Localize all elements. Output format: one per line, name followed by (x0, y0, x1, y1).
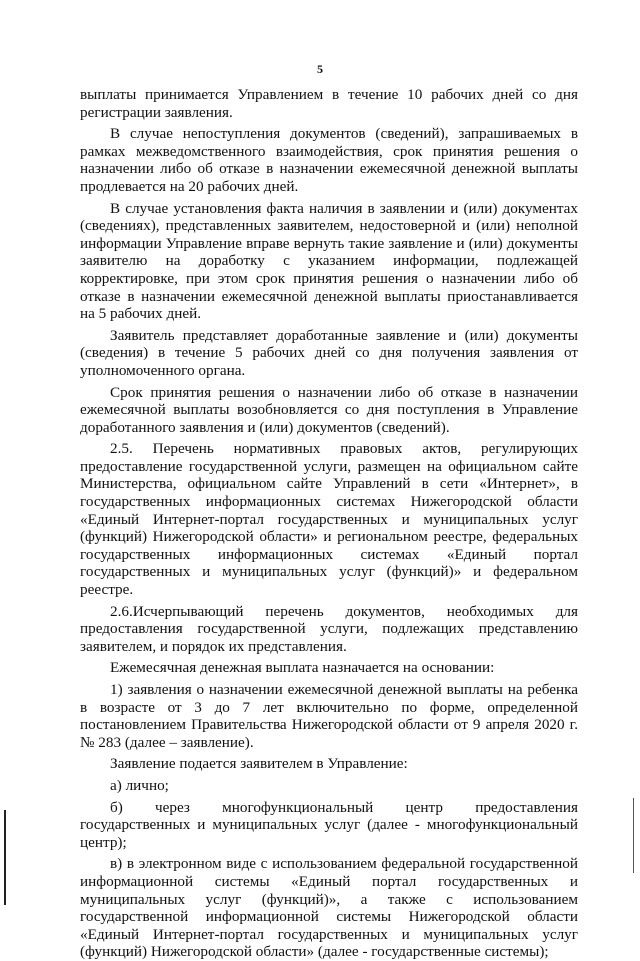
paragraph-4: Заявитель представляет доработанные заявление и (или) документы (сведения) в течение 5 рабочих дней со дня получения заявления от уполномоченного органа. (80, 326, 578, 379)
paragraph-10: Заявление подается заявителем в Управление: (110, 755, 408, 773)
scan-margin-line (4, 810, 6, 905)
paragraph-8: Ежемесячная денежная выплата назначается на основании: (110, 659, 495, 677)
paragraph-7: 2.6.Исчерпывающий перечень документов, необходимых для предоставления государственной услуги, подлежащих представлению заявителем, и порядок их представления. (80, 602, 578, 655)
paragraph-5: Срок принятия решения о назначении либо об отказе в назначении ежемесячной выплаты возобновляется со дня поступления в Управление доработанного заявления и (или) документов (сведений). (80, 383, 578, 436)
document-body (80, 86, 578, 961)
paragraph-3: В случае установления факта наличия в заявлении и (или) документах (сведениях), представленных заявителем, недостоверной и (или) неполной информации Управление вправе вернуть такие заявление и (или) документы заявителю на доработку с указанием информации, подлежащей корректировке, при этом срок принятия решения о назначении либо об отказе в назначении ежемесячной денежной выплаты приостанавливается на 5 рабочих дней. (80, 199, 578, 323)
paragraph-11: а) лично; (110, 776, 169, 794)
paragraph-1: выплаты принимается Управлением в течение 10 рабочих дней со дня регистрации заявления. (80, 86, 578, 121)
paragraph-13: в) в электронном виде с использованием федеральной государственной информационной системы «Единый портал государственных и муниципальных услуг (функций)», а также с использованием государственной информационной системы Нижегородской области «Единый Интернет-портал государственных и муниципальных услуг (функций) Нижегородской области» (далее - государственные системы); (80, 855, 578, 961)
scan-edge-mark (633, 798, 634, 873)
paragraph-2: В случае непоступления документов (сведений), запрашиваемых в рамках межведомственного взаимодействия, срок принятия решения о назначении либо об отказе в назначении ежемесячной денежной выплаты продлевается на 20 рабочих дней. (80, 125, 578, 195)
paragraph-12: б) через многофункциональный центр предоставления государственных и муниципальных услуг (далее - многофункциональный центр); (80, 798, 578, 851)
page-number: 5 (317, 62, 323, 76)
paragraph-9: 1) заявления о назначении ежемесячной денежной выплаты на ребенка в возрасте от 3 до 7 лет включительно по форме, определенной постановлением Правительства Нижегородской области от 9 апреля 2020 г. № 283 (далее – заявление). (80, 681, 578, 751)
paragraph-6: 2.5. Перечень нормативных правовых актов, регулирующих предоставление государственной услуги, размещен на официальном сайте Министерства, официальном сайте Управлений в сети «Интернет», в государственных информационных системах Нижегородской области «Единый Интернет-портал государственных и муниципальных услуг (функций) Нижегородской области» и региональном реестре, федеральных государственных информационных системах «Единый портал государственных и муниципальных услуг (функций)» и федеральном реестре. (80, 440, 578, 599)
